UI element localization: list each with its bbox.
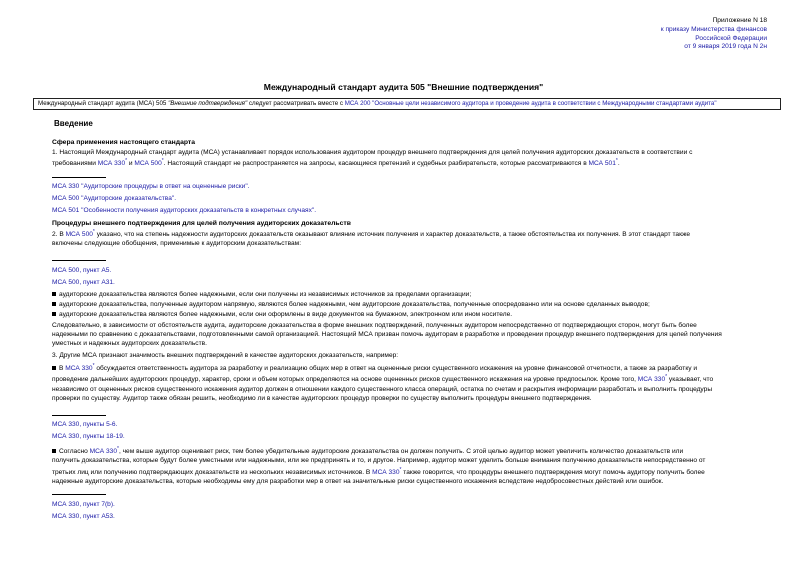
p2-text: указано, что на степень надежности аудиторских доказательств оказывают влияние источник получения и характер доказательств, а также обстоятельства их получения. В этот стандарт также: [94, 231, 691, 239]
footnote-mark: *: [92, 363, 95, 369]
footnote-mark: *: [117, 446, 119, 452]
paragraph-3-item-2: [52, 445, 768, 486]
footnote-8[interactable]: МСА 330, пункт 7(b).: [52, 501, 115, 508]
msa330-link[interactable]: МСА 330: [372, 468, 400, 476]
item1-pre: В: [59, 365, 66, 373]
bullet-icon: [52, 302, 56, 306]
footnote-mark: *: [161, 158, 164, 165]
item2-line: получить доказательства, которые будут более уместными или надежными, или же предпринять и то, и другое. Например, аудитор может уделить больше внимания получению доказательств непосредственно от: [52, 457, 706, 465]
item2-text: также говорится, что процедуры внешнего подтверждения могут помочь аудитору получить более: [401, 468, 705, 476]
item2-line: надежные аудиторские доказательства, которые необходимы ему для разработки мер в ответ на значительные риски существенного искажения вследствие недобросовестных действий или ошибок.: [52, 477, 664, 485]
msa330-link[interactable]: МСА 330: [89, 448, 117, 456]
p1-end: .: [617, 160, 620, 168]
paragraph-2: [52, 228, 768, 249]
item2-text: третьих лиц или получению подтверждающих доказательств из нескольких независимых источников. В: [52, 468, 373, 476]
msa330-link[interactable]: МСА 330: [65, 365, 93, 373]
item1-line: [52, 362, 768, 373]
document-title: Международный стандарт аудита 505 "Внешние подтверждения": [263, 82, 544, 92]
appendix-number: Приложение N 18: [712, 17, 767, 24]
footnote-5[interactable]: МСА 500, пункт А31.: [52, 279, 115, 286]
paragraph-1-line-b: [52, 157, 768, 168]
footnote-separator: [52, 415, 106, 416]
msa501-link[interactable]: МСА 501: [588, 160, 616, 168]
footnote-separator: [52, 177, 106, 178]
item1-line: [52, 373, 768, 384]
footnote-3[interactable]: МСА 501 "Особенности получения аудиторских доказательств в конкретных случаях".: [52, 207, 317, 214]
item1-text: указывает, что: [667, 376, 714, 384]
appendix-date[interactable]: от 9 января 2019 года N 2н: [684, 43, 767, 51]
p1-mid: . Настоящий стандарт не распространяется на запросы, касающиеся претензий и судебных разбирательств, которые рассматриваются в: [163, 160, 589, 168]
footnote-4[interactable]: МСА 500, пункт А5.: [52, 267, 112, 274]
p1-and: и: [127, 160, 135, 168]
item2-line: [52, 466, 768, 477]
bullet-item: [52, 290, 471, 299]
procedures-heading: Процедуры внешнего подтверждения для целей получения аудиторских доказательств: [52, 220, 351, 227]
footnote-2[interactable]: МСА 500 "Аудиторские доказательства".: [52, 195, 177, 202]
bullet-item: [52, 300, 650, 309]
notice-text-mid: следует рассматривать вместе с: [247, 100, 345, 107]
bullet-icon: [52, 449, 56, 453]
appendix-block: [661, 17, 767, 52]
msa330-link[interactable]: МСА 330: [637, 376, 666, 384]
footnote-mark: *: [92, 229, 95, 235]
bullet-text: аудиторские доказательства являются более надежными, если они получены из независимых источников за пределами организации;: [59, 291, 472, 298]
bullet-icon: [52, 366, 56, 370]
paragraph-3-item-1: [52, 362, 768, 403]
consequently-line: уместных и надежных аудиторских доказательств.: [52, 340, 207, 348]
footnote-mark: *: [399, 466, 402, 473]
msa500-link[interactable]: МСА 500: [65, 231, 93, 239]
bullet-icon: [52, 312, 56, 316]
notice-text-pre: Международный стандарт аудита (МСА) 505: [38, 100, 169, 107]
appendix-ministry[interactable]: Российской Федерации: [695, 34, 767, 42]
bullet-icon: [52, 292, 56, 296]
paragraph-2-line-a: [52, 228, 768, 239]
notice-box: [33, 98, 781, 110]
footnote-separator: [52, 260, 106, 261]
footnote-7[interactable]: МСА 330, пункты 18-19.: [52, 433, 125, 440]
footnote-9[interactable]: МСА 330, пункт А53.: [52, 513, 115, 520]
scope-heading: Сфера применения настоящего стандарта: [52, 139, 196, 146]
footnote-mark: *: [125, 158, 128, 165]
intro-heading: Введение: [54, 119, 93, 128]
paragraph-1-line-a: 1. Настоящий Международный стандарт аудита (МСА) устанавливает порядок использования аудитором процедур внешнего подтверждения для целей получения аудиторских доказательств в соответствии с: [52, 149, 693, 156]
item1-text: проведение дальнейших аудиторских процедур, характер, сроки и объем которых определяются на основе оцененных рисков существенного искажения на уровне предпосылок. Кроме того,: [52, 376, 638, 384]
item2-pre: Согласно: [59, 448, 90, 456]
bullet-text: аудиторские доказательства, полученные аудитором напрямую, являются более надежными, чем аудиторские доказательства, полученные опосредованно или на основе сделанных выводов;: [59, 301, 650, 308]
footnote-1[interactable]: МСА 330 "Аудиторские процедуры в ответ на оцененные риски".: [52, 183, 250, 190]
bullet-text: аудиторские доказательства являются более надежными, если они оформлены в виде документов на бумажном, электронном или ином носителе.: [59, 311, 513, 318]
footnote-6[interactable]: МСА 330, пункты 5-6.: [52, 421, 118, 428]
paragraph-2-line-b: включены следующие обобщения, применимые к аудиторским доказательствам:: [52, 240, 302, 248]
appendix-order-link[interactable]: к приказу Министерства финансов: [660, 25, 767, 33]
notice-text-em: "Внешние подтверждения": [168, 100, 248, 107]
notice-msa200-link[interactable]: МСА 200 "Основные цели независимого аудитора и проведение аудита в соответствии с Международными стандартами аудита": [344, 100, 717, 107]
msa330-link[interactable]: МСА 330: [97, 160, 126, 168]
p2-pre: 2. В: [52, 231, 66, 239]
paragraph-consequently: [52, 321, 768, 349]
consequently-line: Следовательно, в зависимости от обстоятельств аудита, аудиторские доказательства в форме внешних подтверждений, полученных аудитором непосредственно от подтверждающих сторон, могут быть более: [52, 322, 697, 329]
footnote-mark: *: [615, 158, 618, 165]
footnote-mark: *: [665, 374, 668, 381]
item1-line: независимо от оцененных рисков существенного искажения аудитор должен в отношении каждого существенного класса операций, остатка по счетам и раскрытия информации разработать и выполнить процедуры: [52, 385, 713, 393]
item2-text: , чем выше аудитор оценивает риск, тем более убедительные аудиторские доказательства он должен получить. С этой целью аудитор может увеличить количество доказательств или: [118, 448, 684, 456]
bullet-item: [52, 310, 512, 319]
paragraph-3: 3. Другие МСА признают значимость внешних подтверждений в качестве аудиторских доказательств, например:: [52, 352, 399, 359]
paragraph-1: [52, 148, 768, 169]
consequently-line: надежными по сравнению с доказательствами, подготовленными самой организацией. Настоящий МСА призван помочь аудиторам в разработке и проведении процедур внешнего подтверждения для целей получения: [52, 331, 722, 339]
p1-text: требованиями: [52, 160, 98, 168]
msa500-link[interactable]: МСА 500: [134, 160, 162, 168]
footnote-separator: [52, 494, 106, 495]
item1-line: проверки по существу. Аудитор также обязан решить, необходимо ли в качестве аудиторских процедур проверки по существу выполнить процедуры внешнего подтверждения.: [52, 394, 592, 402]
item1-text: обсуждается ответственность аудитора за разработку и реализацию общих мер в ответ на оцененные риски существенного искажения на уровне финансовой отчетности, а также за разработку и: [94, 365, 698, 373]
item2-line: [52, 445, 768, 456]
